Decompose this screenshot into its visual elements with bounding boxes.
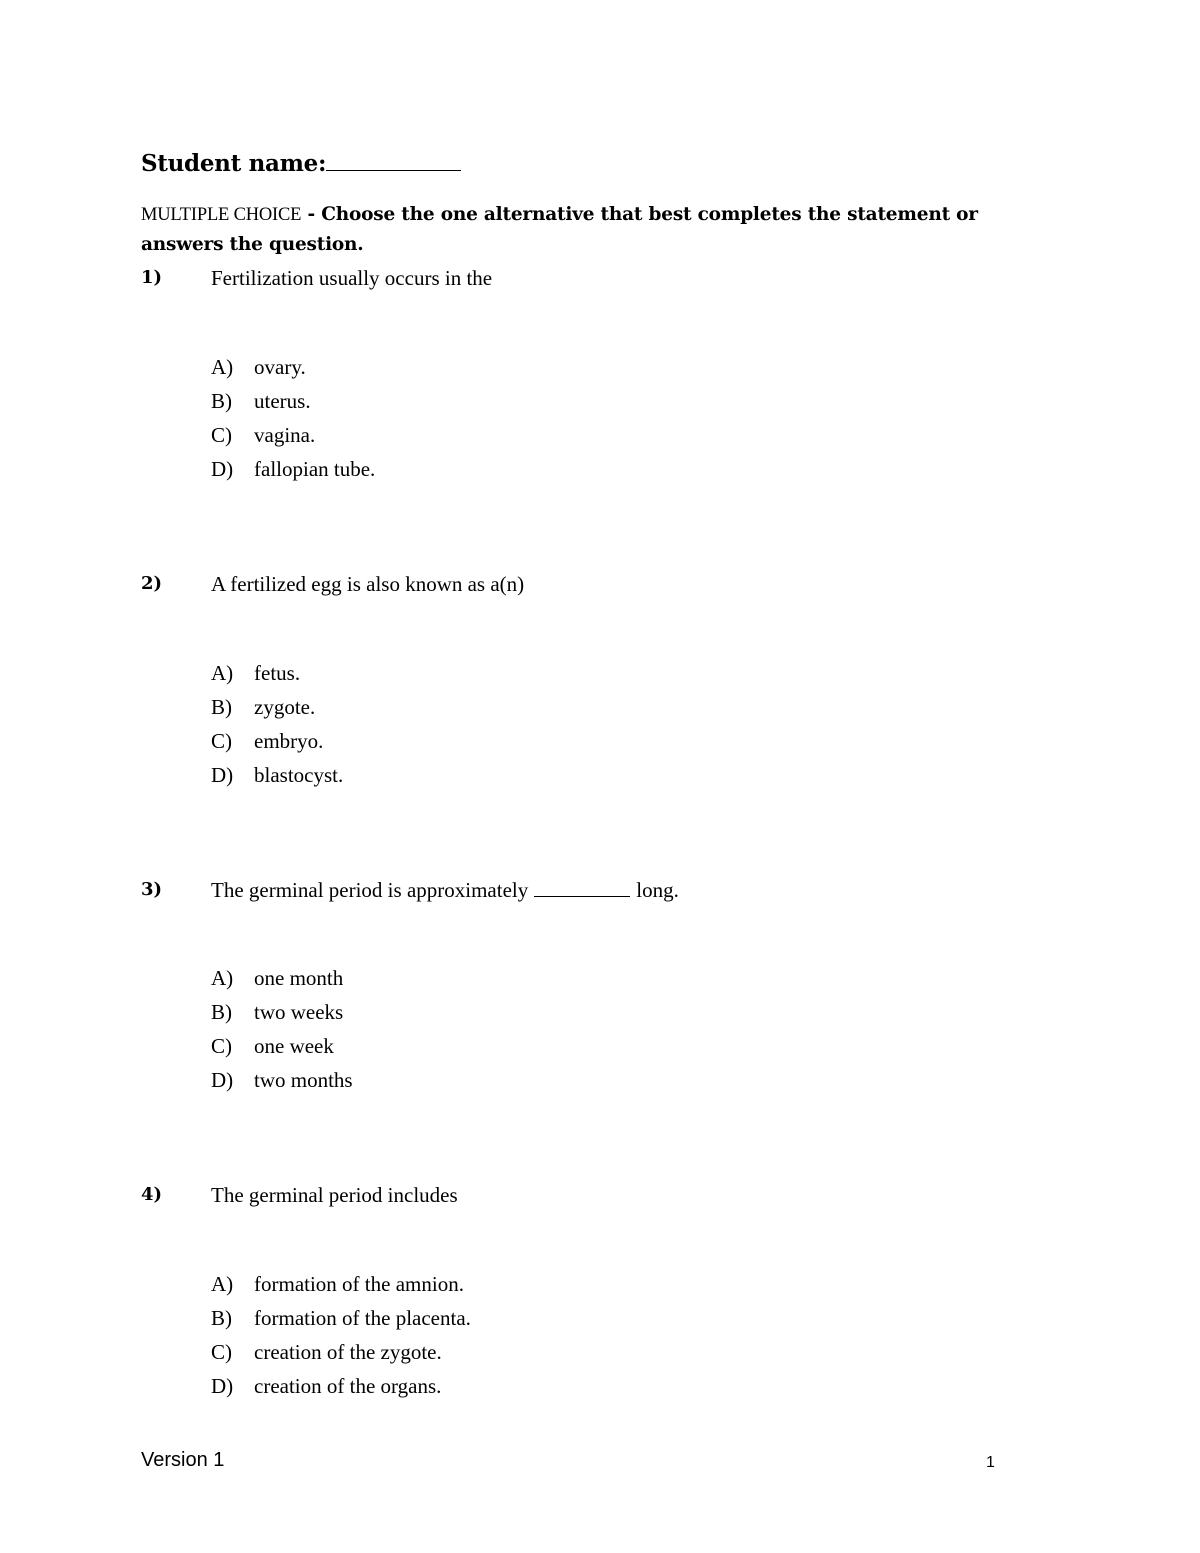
choice-text: uterus. bbox=[254, 389, 311, 413]
choice-letter: C) bbox=[211, 423, 232, 447]
question-text-after: long. bbox=[636, 878, 679, 902]
choice-text: two weeks bbox=[254, 1000, 344, 1024]
choice-text: formation of the amnion. bbox=[254, 1272, 464, 1296]
question-text: The germinal period includes bbox=[211, 1183, 458, 1207]
student-name-line bbox=[141, 148, 461, 177]
choice-text: formation of the placenta. bbox=[254, 1306, 471, 1330]
choice-letter: A) bbox=[211, 355, 234, 379]
choice-text: zygote. bbox=[254, 695, 316, 719]
choice-text: creation of the zygote. bbox=[254, 1340, 442, 1364]
instructions-lead: MULTIPLE CHOICE bbox=[141, 205, 302, 225]
question-number: 3) bbox=[141, 879, 163, 900]
footer-version: Version 1 bbox=[141, 1449, 225, 1471]
choice-letter: D) bbox=[211, 1068, 234, 1092]
choice-letter: C) bbox=[211, 1034, 232, 1058]
choice-letter: B) bbox=[211, 1000, 232, 1024]
choice-text: two months bbox=[254, 1068, 353, 1092]
question-number: 4) bbox=[141, 1184, 163, 1205]
choice-letter: D) bbox=[211, 763, 234, 787]
question-number: 1) bbox=[141, 267, 163, 288]
question-text: A fertilized egg is also known as a(n) bbox=[211, 572, 525, 596]
instructions-text: - Choose the one alternative that best completes the statement or answers the question. bbox=[141, 204, 978, 255]
choice-text: vagina. bbox=[254, 423, 316, 447]
choice-letter: A) bbox=[211, 661, 234, 685]
choice-letter: A) bbox=[211, 1272, 234, 1296]
choice-text: one month bbox=[254, 966, 344, 990]
choice-text: one week bbox=[254, 1034, 334, 1058]
choice-letter: B) bbox=[211, 1306, 232, 1330]
choice-letter: C) bbox=[211, 1340, 232, 1364]
footer-page-number: 1 bbox=[986, 1454, 995, 1471]
question-number: 2) bbox=[141, 573, 163, 594]
choice-text: blastocyst. bbox=[254, 763, 344, 787]
question-text: Fertilization usually occurs in the bbox=[211, 266, 493, 290]
choice-text: fetus. bbox=[254, 661, 301, 685]
choice-text: fallopian tube. bbox=[254, 457, 376, 481]
choice-letter: A) bbox=[211, 966, 234, 990]
choice-letter: C) bbox=[211, 729, 232, 753]
choice-text: ovary. bbox=[254, 355, 306, 379]
choice-letter: D) bbox=[211, 457, 234, 481]
choice-letter: D) bbox=[211, 1374, 234, 1398]
question-text-before: The germinal period is approximately bbox=[211, 878, 529, 902]
choice-text: creation of the organs. bbox=[254, 1374, 442, 1398]
question-text bbox=[211, 878, 679, 903]
student-name-label: Student name: bbox=[141, 150, 327, 177]
choice-letter: B) bbox=[211, 695, 232, 719]
choice-letter: B) bbox=[211, 389, 232, 413]
answer-blank bbox=[534, 878, 630, 897]
instructions bbox=[141, 200, 1041, 260]
choice-text: embryo. bbox=[254, 729, 324, 753]
student-name-blank bbox=[326, 148, 461, 171]
